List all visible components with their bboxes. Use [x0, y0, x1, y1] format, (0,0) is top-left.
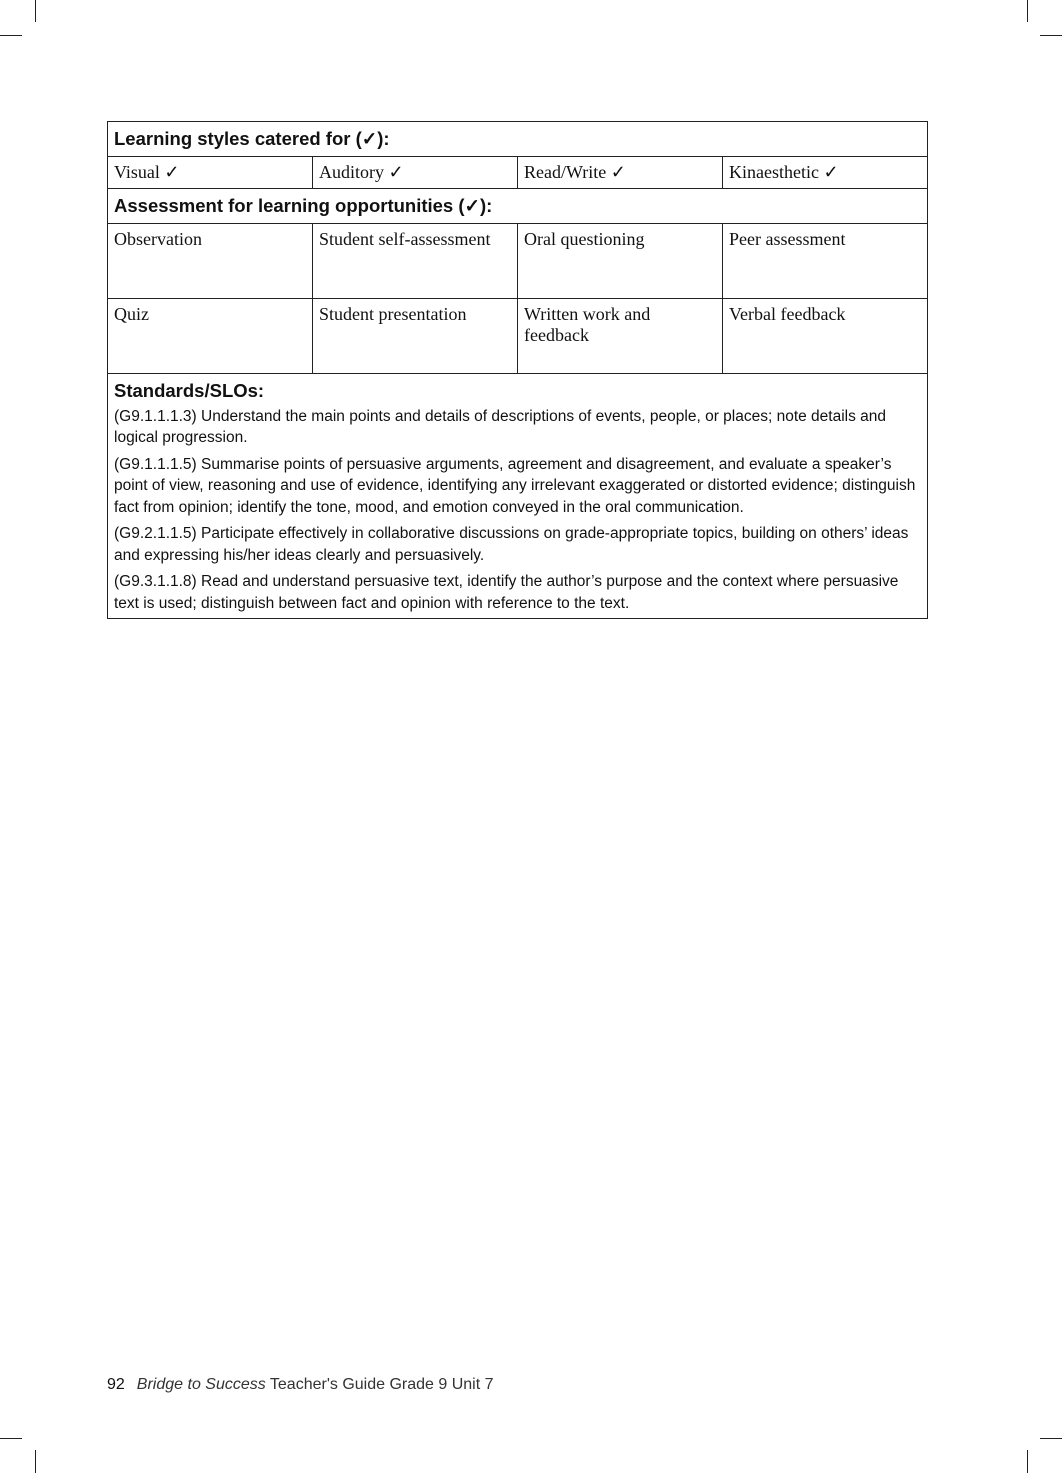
crop-mark: [1040, 1438, 1062, 1439]
standard-item: (G9.1.1.1.3) Understand the main points and details of descriptions of events, people, or places; note details and logical progression.: [114, 407, 887, 446]
assessment-cell: Peer assessment: [723, 224, 928, 299]
crop-mark: [35, 1450, 36, 1473]
assessment-cell: Oral questioning: [518, 224, 723, 299]
crop-mark: [1027, 1450, 1028, 1473]
crop-mark: [1027, 0, 1028, 22]
style-read-write: Read/Write ✓: [518, 157, 723, 189]
learning-styles-heading: Learning styles catered for (✓):: [108, 122, 928, 157]
style-auditory: Auditory ✓: [313, 157, 518, 189]
lesson-table: [107, 121, 928, 619]
standards-heading: Standards/SLOs:: [114, 380, 265, 401]
assessment-heading: Assessment for learning opportunities (✓):: [108, 189, 928, 224]
page-footer: [107, 1376, 494, 1394]
book-title: Bridge to Success: [136, 1376, 266, 1393]
footer-subtitle: Teacher's Guide Grade 9 Unit 7: [265, 1376, 494, 1393]
standard-item: (G9.3.1.1.8) Read and understand persuasive text, identify the author’s purpose and the context where persuasive text is used; distinguish between fact and opinion with reference to the text.: [114, 573, 899, 612]
standards-section: [108, 374, 928, 619]
standard-item: (G9.1.1.1.5) Summarise points of persuasive arguments, agreement and disagreement, and evaluate a speaker’s point of view, reasoning and use of evidence, identifying any irrelevant exaggerated or distorted evidence; distinguish fact from opinion; identify the tone, mood, and emotion conveyed in the oral communication.: [114, 455, 916, 516]
style-kinaesthetic: Kinaesthetic ✓: [723, 157, 928, 189]
assessment-cell: Observation: [108, 224, 313, 299]
crop-mark: [35, 0, 36, 22]
page-number: 92: [107, 1376, 125, 1393]
crop-mark: [0, 1438, 22, 1439]
style-visual: Visual ✓: [108, 157, 313, 189]
assessment-cell: Student self-assessment: [313, 224, 518, 299]
assessment-cell: Written work and feedback: [518, 299, 723, 374]
assessment-cell: Student presentation: [313, 299, 518, 374]
assessment-cell: Verbal feedback: [723, 299, 928, 374]
crop-mark: [1040, 35, 1062, 36]
crop-mark: [0, 35, 22, 36]
standard-item: (G9.2.1.1.5) Participate effectively in collaborative discussions on grade-appropriate topics, building on others’ ideas and expressing his/her ideas clearly and persuasively.: [114, 525, 909, 564]
assessment-cell: Quiz: [108, 299, 313, 374]
